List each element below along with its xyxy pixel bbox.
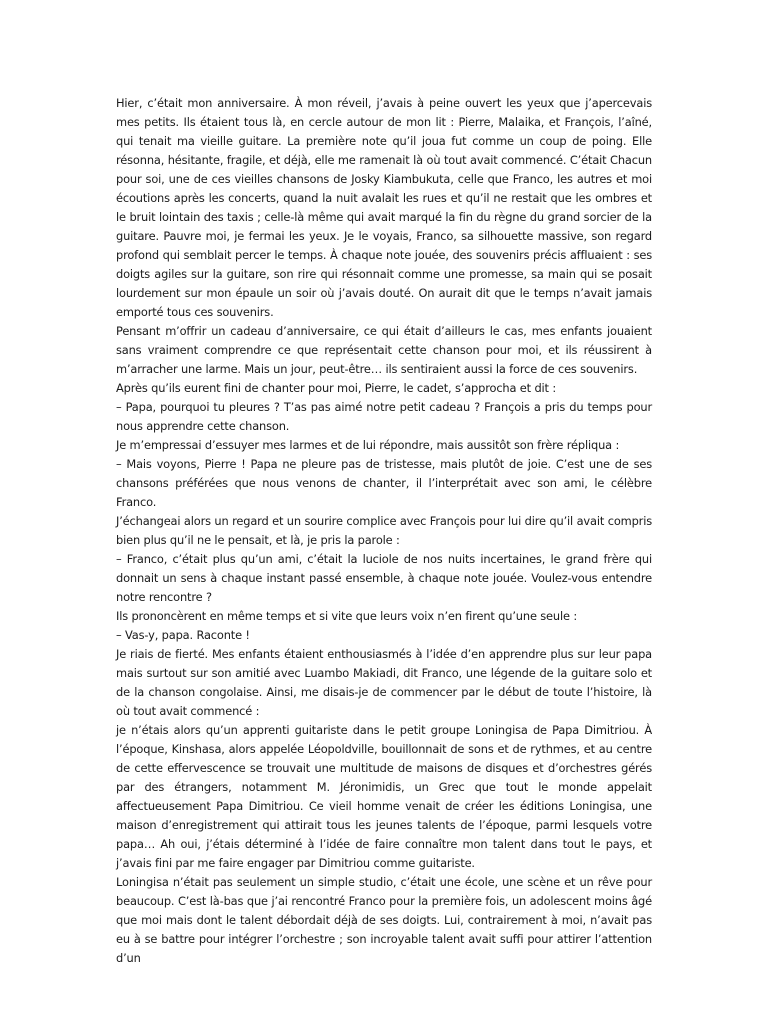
paragraph: J’échangeai alors un regard et un sourire complice avec François pour lui dire qu’il avait compris bien plus qu’il ne le pensait, et là, je pris la parole : — [116, 514, 652, 547]
paragraph: Pensant m’offrir un cadeau d’anniversaire, ce qui était d’ailleurs le cas, mes enfants jouaient sans vraiment comprendre ce que représentait cette chanson pour moi, et ils réussirent à m’arracher une larme. Mais un jour, peut-être… ils sentiraient aussi la force de ces souvenirs. — [116, 324, 652, 376]
paragraph: Ils prononcèrent en même temps et si vite que leurs voix n’en firent qu’une seule : — [116, 609, 578, 623]
paragraph: Je riais de fierté. Mes enfants étaient enthousiasmés à l’idée d’en apprendre plus sur leur papa mais surtout sur son amitié avec Luambo Makiadi, dit Franco, une légende de la guitare solo et de la chanson congolaise. Ainsi, me disais-je de commencer par le début de toute l’histoire, là où tout avait commencé : — [116, 647, 652, 718]
paragraph: – Mais voyons, Pierre ! Papa ne pleure pas de tristesse, mais plutôt de joie. C’est une de ses chansons préférées que nous venons de chanter, il l’interprétait avec son ami, le célèbre Franco. — [116, 457, 652, 509]
paragraph: – Papa, pourquoi tu pleures ? T’as pas aimé notre petit cadeau ? François a pris du temps pour nous apprendre cette chanson. — [116, 400, 652, 433]
body-text — [116, 94, 652, 968]
paragraph: Loningisa n’était pas seulement un simple studio, c’était une école, une scène et un rêve pour beaucoup. C’est là-bas que j’ai rencontré Franco pour la première fois, un adolescent moins âgé que moi mais dont le talent débordait déjà de ses doigts. Lui, contrairement à moi, n’avait pas eu à se battre pour intégrer l’orchestre ; son incroyable talent avait suffi pour attirer l’attention d’un — [116, 875, 652, 965]
paragraph: Après qu’ils eurent fini de chanter pour moi, Pierre, le cadet, s’approcha et dit : — [116, 381, 557, 395]
paragraph: – Franco, c’était plus qu’un ami, c’était la luciole de nos nuits incertaines, le grand frère qui donnait un sens à chaque instant passé ensemble, à chaque note jouée. Voulez-vous entendre notre rencontre ? — [116, 552, 652, 604]
paragraph: Je m’empressai d’essuyer mes larmes et de lui répondre, mais aussitôt son frère répliqua : — [116, 438, 620, 452]
paragraph: Hier, c’était mon anniversaire. À mon réveil, j’avais à peine ouvert les yeux que j’apercevais mes petits. Ils étaient tous là, en cercle autour de mon lit : Pierre, Malaika, et François, l’aîné, qui tenait ma vieille guitare. La première note qu’il joua fut comme un coup de poing. Elle résonna, hésitante, fragile, et déjà, elle me ramenait là où tout avait commencé. C’était Chacun pour soi, une de ces vieilles chansons de Josky Kiambukuta, celle que Franco, les autres et moi écoutions après les concerts, quand la nuit avalait les rues et qu’il ne restait que les ombres et le bruit lointain des taxis ; celle-là même qui avait marqué la fin du règne du grand sorcier de la guitare. Pauvre moi, je fermai les yeux. Je le voyais, Franco, sa silhouette massive, son regard profond qui semblait percer le temps. À chaque note jouée, des souvenirs précis affluaient : ses doigts agiles sur la guitare, son rire qui résonnait comme une promesse, sa main qui se posait lourdement sur mon épaule un soir où j’avais douté. On aurait dit que le temps n’avait jamais emporté tous ces souvenirs. — [116, 96, 652, 319]
paragraph: je n’étais alors qu’un apprenti guitariste dans le petit groupe Loningisa de Papa Dimitriou. À l’époque, Kinshasa, alors appelée Léopoldville, bouillonnait de sons et de rythmes, et au centre de cette effervescence se trouvait une multitude de maisons de disques et d’orchestres gérés par des étrangers, notamment M. Jéronimidis, un Grec que tout le monde appelait affectueusement Papa Dimitriou. Ce vieil homme venait de créer les éditions Loningisa, une maison d’enregistrement qui attirait tous les jeunes talents de l’époque, parmi lesquels votre papa… Ah oui, j’étais déterminé à l’idée de faire connaître mon talent dans tout le pays, et j’avais fini par me faire engager par Dimitriou comme guitariste. — [116, 723, 652, 870]
paragraph: – Vas-y, papa. Raconte ! — [116, 628, 250, 642]
